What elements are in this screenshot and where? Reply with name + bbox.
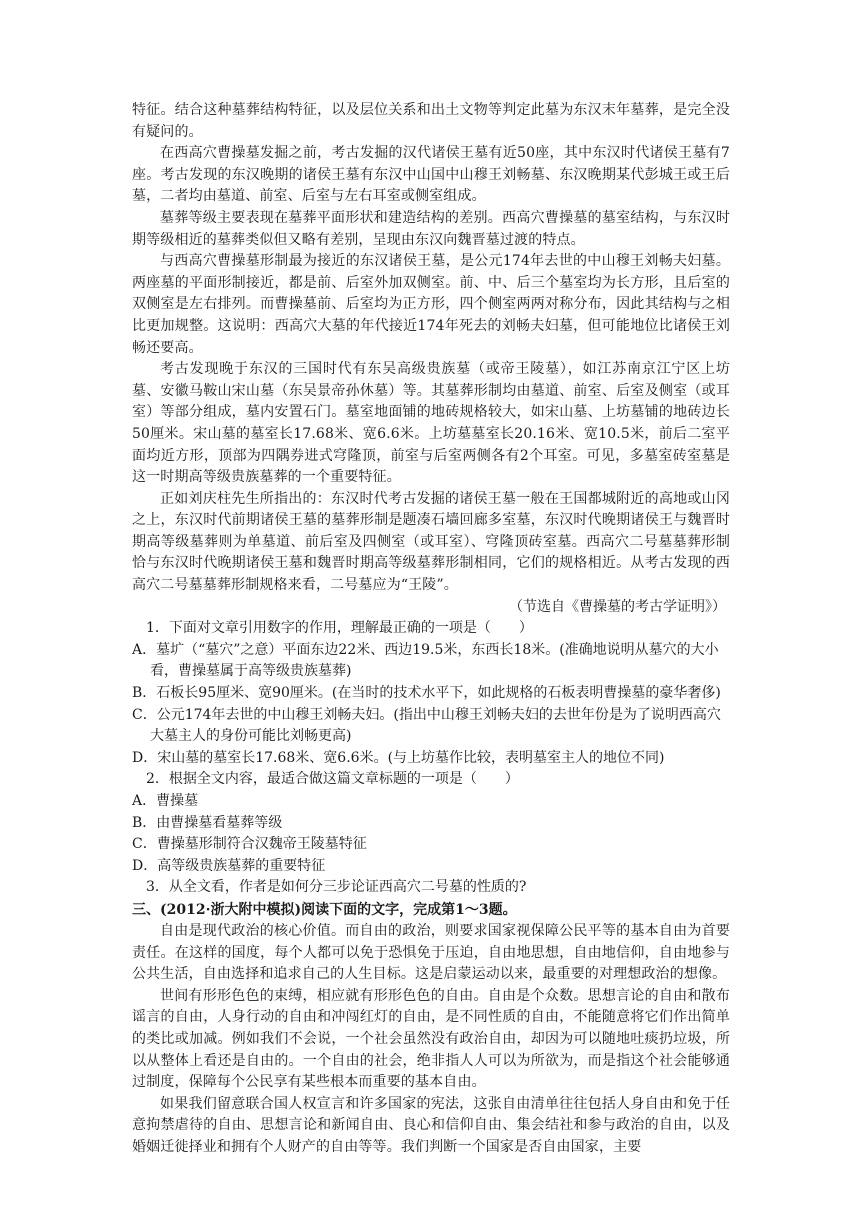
passage2-paragraph: 如果我们留意联合国人权宣言和许多国家的宪法，这张自由清单往往包括人身自由和免于任意拘禁虐待的自由、思想言论和新闻自由、良心和信仰自由、集会结社和参与政治的自由，以及婚姻迁徙择业和拥有个人财产的自由等等。我们判断一个国家是否自由国家，主要: [132, 1095, 730, 1155]
passage2-paragraph: 世间有形形色色的束缚，相应就有形形色色的自由。自由是个众数。思想言论的自由和散布谣言的自由，人身行动的自由和冲闯红灯的自由，是不同性质的自由，不能随意将它们作出简单的类比或加减。例如我们不会说，一个社会虽然没有政治自由，却因为可以随地吐痰扔垃圾，所以从整体上看还是自由的。一个自由的社会，绝非指人人可以为所欲为，而是指这个社会能够通过制度，保障每个公民享有某些根本而重要的基本自由。: [132, 987, 730, 1091]
section-heading: 三、(2012·浙大附中模拟)阅读下面的文字，完成第1～3题。: [132, 901, 517, 918]
question-2-option-b: B．由曹操墓看墓葬等级: [132, 814, 283, 831]
passage1-paragraph: 在西高穴曹操墓发掘之前，考古发掘的汉代诸侯王墓有近50座，其中东汉时代诸侯王墓有7座。考古发现的东汉晚期的诸侯王墓有东汉中山国中山穆王刘畅墓、东汉晚期某代彭城王或王后墓，二者均由墓道、前室、后室与左右耳室或侧室组成。: [132, 145, 730, 205]
question-2: 2．根据全文内容，最适合做这篇文章标题的一项是（ ）: [146, 771, 519, 788]
passage1-paragraph: 与西高穴曹操墓形制最为接近的东汉诸侯王墓，是公元174年去世的中山穆王刘畅夫妇墓。两座墓的平面形制接近，都是前、后室外加双侧室。前、中、后三个墓室均为长方形，且后室的双侧室是左右排列。而曹操墓前、后室均为正方形，四个侧室两两对称分布，因此其结构与之相比更加规整。这说明：西高穴大墓的年代接近174年死去的刘畅夫妇墓，但可能地位比诸侯王刘畅还要高。: [132, 253, 730, 356]
passage1-paragraph: 考古发现晚于东汉的三国时代有东吴高级贵族墓（或帝王陵墓），如江苏南京江宁区上坊墓、安徽马鞍山宋山墓（东吴景帝孙休墓）等。其墓葬形制均由墓道、前室、后室及侧室（或耳室）等部分组成，墓内安置石门。墓室地面铺的地砖规格较大，如宋山墓、上坊墓铺的地砖边长50厘米。宋山墓的墓室长17.68米、宽6.6米。上坊墓墓室长20.16米、宽10.5米，前后二室平面均近方形，顶部为四隅券进式穹隆顶，前室与后室两侧各有2个耳室。可见，多墓室砖室墓是这一时期高等级贵族墓葬的一个重要特征。: [132, 361, 730, 486]
passage1-paragraph: 墓葬等级主要表现在墓葬平面形状和建造结构的差别。西高穴曹操墓的墓室结构，与东汉时期等级相近的墓葬类似但又略有差别，呈现由东汉向魏晋墓过渡的特点。: [132, 209, 730, 248]
question-2-option-d: D．高等级贵族墓葬的重要特征: [132, 857, 326, 874]
question-1: 1．下面对文章引用数字的作用，理解最正确的一项是（ ）: [146, 620, 533, 637]
question-2-option-a: A．曹操墓: [132, 793, 199, 809]
passage2-paragraph: 自由是现代政治的核心价值。而自由的政治，则要求国家视保障公民平等的基本自由为首要责任。在这样的国度，每个人都可以免于恐惧免于压迫，自由地思想，自由地信仰，自由地参与公共生活，自由选择和追求自己的人生目标。这是启蒙运动以来，最重要的对理想政治的想像。: [132, 922, 730, 983]
question-1-option-b: B．石板长95厘米、宽90厘米。(在当时的技术水平下，如此规格的石板表明曹操墓的豪华奢侈): [132, 685, 721, 702]
document-page: [132, 100, 730, 1159]
question-1-option-c: C．公元174年去世的中山穆王刘畅夫妇。(指出中山穆王刘畅夫妇的去世年份是为了说明西高穴大墓主人的身份可能比刘畅更高): [132, 706, 721, 745]
question-2-option-c: C．曹操墓形制符合汉魏帝王陵墓特征: [132, 836, 367, 853]
passage1-paragraph: 特征。结合这种墓葬结构特征，以及层位关系和出土文物等判定此墓为东汉末年墓葬，是完全没有疑问的。: [132, 102, 730, 140]
source-citation: （节选自《曹操墓的考古学证明》）: [509, 598, 726, 615]
question-1-option-d: D．宋山墓的墓室长17.68米、宽6.6米。(与上坊墓作比较，表明墓室主人的地位不同): [132, 749, 665, 766]
question-1-option-a: A．墓圹（“墓穴”之意）平面东边22米、西边19.5米，东西长18米。(准确地说明从墓穴的大小看，曹操墓属于高等级贵族墓葬): [132, 641, 719, 680]
passage1-paragraph: 正如刘庆柱先生所指出的：东汉时代考古发掘的诸侯王墓一般在王国都城附近的高地或山冈之上，东汉时代前期诸侯王墓的墓葬形制是题凑石墙回廊多室墓，东汉时代晚期诸侯王与魏晋时期高等级墓葬则为单墓道、前后室及四侧室（或耳室）、穹隆顶砖室墓。西高穴二号墓墓葬形制恰与东汉时代晚期诸侯王墓和魏晋时期高等级墓葬形制相同，它们的规格相近。从考古发现的西高穴二号墓墓葬形制规格来看，二号墓应为“王陵”。: [132, 490, 730, 594]
question-3: 3．从全文看，作者是如何分三步论证西高穴二号墓的性质的?: [146, 879, 527, 896]
